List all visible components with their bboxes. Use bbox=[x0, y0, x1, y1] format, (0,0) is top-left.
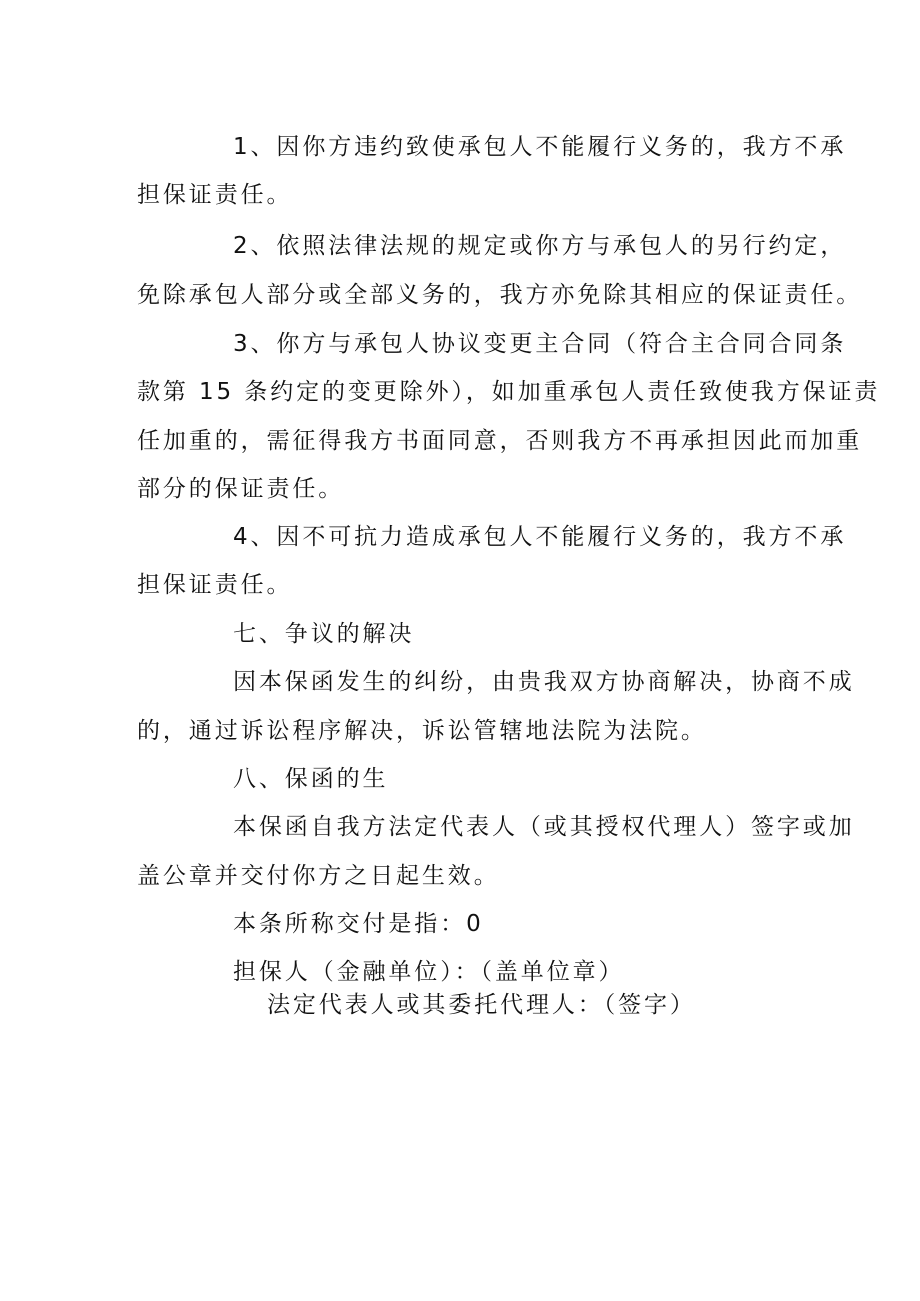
clause-2-line-1: 2、依照法律法规的规定或你方与承包人的另行约定， bbox=[233, 233, 847, 259]
clause-3-line-2: 款第 15 条约定的变更除外），如加重承包人责任致使我方保证责 bbox=[137, 379, 881, 405]
section-7-line-2: 的，通过诉讼程序解决，诉讼管辖地法院为法院。 bbox=[137, 718, 707, 744]
delivery-note: 本条所称交付是指：0 bbox=[233, 911, 484, 937]
guarantor-line: 担保人（金融单位）：（盖单位章） bbox=[233, 959, 625, 985]
clause-3-line-3: 任加重的，需征得我方书面同意，否则我方不再承担因此而加重 bbox=[137, 428, 863, 454]
section-8-line-2: 盖公章并交付你方之日起生效。 bbox=[137, 863, 500, 889]
clause-2-line-2: 免除承包人部分或全部义务的，我方亦免除其相应的保证责任。 bbox=[137, 282, 863, 308]
clause-1-line-2: 担保证责任。 bbox=[137, 182, 293, 208]
clause-4-line-1: 4、因不可抗力造成承包人不能履行义务的，我方不承 bbox=[233, 524, 847, 550]
section-8-heading: 八、保函的生 bbox=[233, 766, 389, 792]
clause-3-line-4: 部分的保证责任。 bbox=[137, 476, 345, 502]
section-7-line-1: 因本保函发生的纠纷，由贵我双方协商解决，协商不成 bbox=[233, 669, 855, 695]
clause-1-line-1: 1、因你方违约致使承包人不能履行义务的，我方不承 bbox=[233, 134, 847, 160]
clause-4-line-2: 担保证责任。 bbox=[137, 572, 293, 598]
section-8-line-1: 本保函自我方法定代表人（或其授权代理人）签字或加 bbox=[233, 814, 855, 840]
clause-3-line-1: 3、你方与承包人协议变更主合同（符合主合同合同条 bbox=[233, 331, 847, 357]
section-7-heading: 七、争议的解决 bbox=[233, 621, 415, 647]
representative-line: 法定代表人或其委托代理人：（签字） bbox=[267, 992, 696, 1018]
